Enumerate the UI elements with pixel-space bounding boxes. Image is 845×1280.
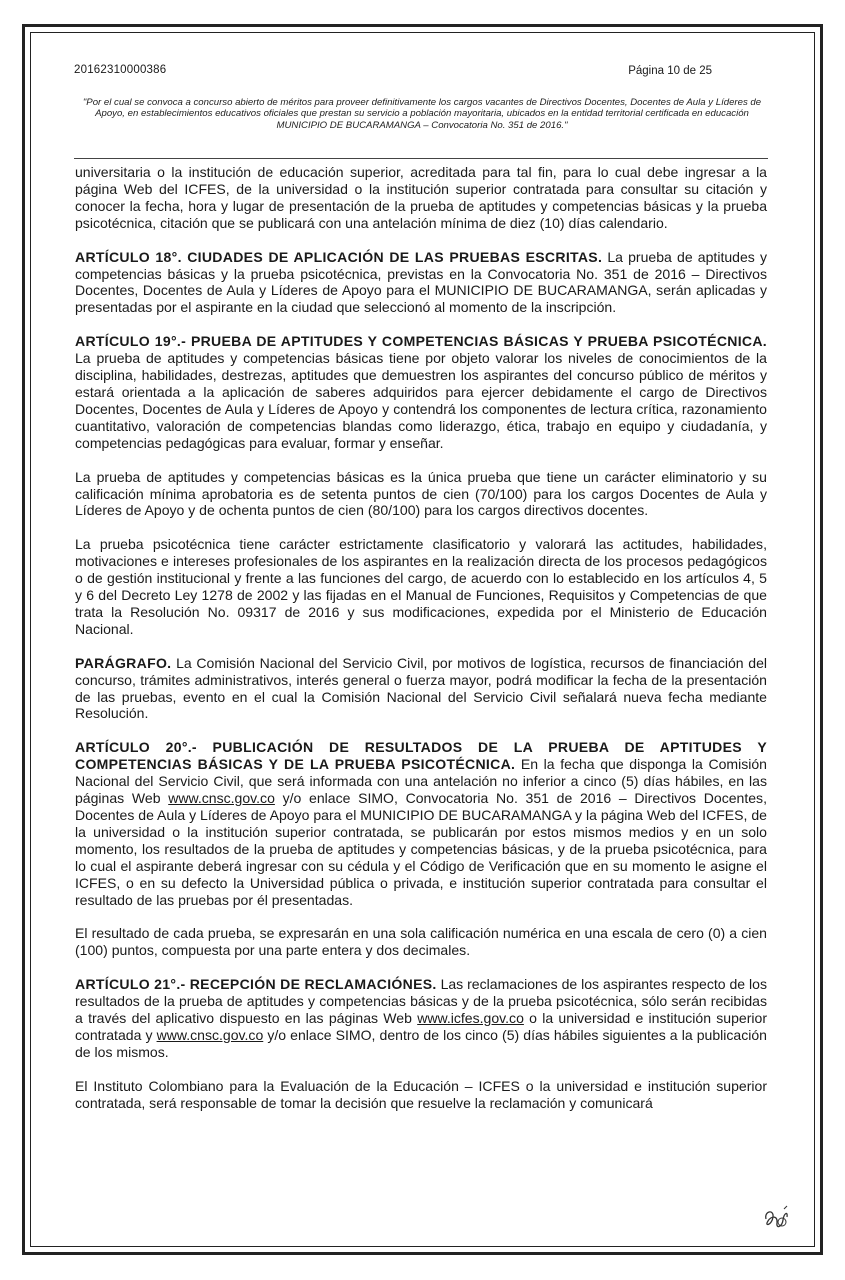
article-18	[75, 249, 767, 317]
article-text: Las reclamaciones de los aspirantes respecto de los resultados de la prueba de aptitudes y competencias básicas y de la prueba psicotécnica, sólo serán recibidas a través del aplicativo dispuesto en las páginas Web	[75, 976, 767, 1027]
article-20	[75, 739, 767, 908]
document-body	[75, 164, 767, 1129]
cnsc-link[interactable]: www.cnsc.gov.co	[168, 790, 275, 807]
article-text-end: y/o enlace SIMO, dentro de los cinco (5) días hábiles siguientes a la publicación de los mismos.	[75, 1026, 767, 1060]
article-heading: ARTÍCULO 18°. CIUDADES DE APLICACIÓN DE LAS PRUEBAS ESCRITAS.	[75, 248, 603, 265]
paragraph-resultado	[75, 925, 767, 959]
cnsc-link[interactable]: www.cnsc.gov.co	[156, 1026, 264, 1043]
paragrafo-heading: PARÁGRAFO.	[75, 654, 172, 671]
article-text: La prueba de aptitudes y competencias básicas y la prueba psicotécnica, previstas en la Convocatoria No. 351 de 2016 – Directivos Docentes, Docentes de Aula y Líderes de Apoyo para el MUNICIPIO DE BUCARAMANGA, serán aplicadas y presentadas por el aspirante en la ciudad que seleccionó al momento de la inscripción.	[75, 248, 767, 316]
paragraph-text: El resultado de cada prueba, se expresarán en una sola calificación numérica en una escala de cero (0) a cien (100) puntos, compuesta por una parte entera y dos decimales.	[75, 925, 767, 959]
paragraph-text: El Instituto Colombiano para la Evaluación de la Educación – ICFES o la universidad e institución superior contratada, será responsable de tomar la decisión que resuelve la reclamación y comunicará	[75, 1077, 767, 1111]
article-21	[75, 976, 767, 1061]
paragrafo-text: La Comisión Nacional del Servicio Civil, por motivos de logística, recursos de financiación del concurso, trámites administrativos, interés general o fuerza mayor, podrá modificar la fecha de la presentación de las pruebas, evento en el cual la Comisión Nacional del Servicio Civil señalará nueva fecha mediante Resolución.	[75, 654, 768, 722]
initials-signature-icon	[760, 1203, 792, 1233]
article-text: En la fecha que disponga la Comisión Nacional del Servicio Civil, que será informada con una antelación no inferior a cinco (5) días hábiles, en las páginas Web	[75, 756, 767, 807]
icfes-link[interactable]: www.icfes.gov.co	[417, 1010, 524, 1027]
paragraph-text: universitaria o la institución de educación superior, acreditada para tal fin, para lo cual debe ingresar a la página Web del ICFES, de la universidad o la institución superior contratada para consultar su citación y conocer la fecha, hora y lugar de presentación de la prueba de aptitudes y competencias básicas y la prueba psicotécnica, citación que se publicará con una antelación mínima de diez (10) días calendario.	[75, 164, 767, 231]
paragraph-text: La prueba de aptitudes y competencias básicas es la única prueba que tiene un carácter eliminatorio y su calificación mínima aprobatoria es de setenta puntos de cien (70/100) para los cargos Docentes de Aula y Líderes de Apoyo y de ochenta puntos de cien (80/100) para los cargos directivos docentes.	[75, 468, 767, 519]
article-heading: ARTÍCULO 20°.- PUBLICACIÓN DE RESULTADOS DE LA PRUEBA DE APTITUDES Y COMPETENCIAS BÁSICAS Y DE LA PRUEBA PSICOTÉCNICA.	[75, 739, 767, 773]
paragrafo	[75, 655, 767, 723]
article-text-cont: y/o enlace SIMO, Convocatoria No. 351 de 2016 – Directivos Docentes, Docentes de Aula y Líderes de Apoyo para el MUNICIPIO DE BUCARAMANGA y la página Web del ICFES, de la universidad o la institución superior contratada, se publicarán por estos mismos medios y en un solo momento, los resultados de la prueba de aptitudes y competencias básicas, y de la prueba psicotécnica, para lo cual el aspirante deberá ingresar con su cédula y el Código de Verificación que en su momento le asigne el ICFES, o en su defecto la Universidad pública o privada, e institución superior contratada para consultar el resultado de las pruebas por él presentadas.	[75, 790, 767, 908]
header-divider	[74, 158, 768, 159]
resolution-title: "Por el cual se convoca a concurso abierto de méritos para proveer definitivamente los cargos vacantes de Directivos Docentes, Docentes de Aula y Líderes de Apoyo, en establecimientos educativos oficiales que prestan su servicio a población mayoritaria, ubicados en la entidad territorial certificada en educación MUNICIPIO DE BUCARAMANGA – Convocatoria No. 351 de 2016."	[82, 97, 762, 131]
page-number: Página 10 de 25	[628, 65, 712, 77]
paragraph-icfes	[75, 1078, 767, 1112]
paragraph-citation	[75, 164, 767, 232]
article-text: La prueba de aptitudes y competencias básicas tiene por objeto valorar los niveles de conocimientos de la disciplina, habilidades, destrezas, aptitudes que demuestren los aspirantes del concurso público de méritos y estará orientada a la aplicación de saberes adquiridos para ejercer debidamente el cargo de Directivos Docentes, Docentes de Aula y Líderes de Apoyo y contendrá los componentes de lectura crítica, razonamiento cuantitativo, valoración de competencias blandas como liderazgo, ética, trabajo en equipo y ciudadanía, y competencias pedagógicas para evaluar, formar y enseñar.	[75, 350, 767, 451]
article-heading: ARTÍCULO 19°.- PRUEBA DE APTITUDES Y COMPETENCIAS BÁSICAS Y PRUEBA PSICOTÉCNICA.	[75, 333, 767, 350]
paragraph-text: La prueba psicotécnica tiene carácter estrictamente clasificatorio y valorará las actitudes, habilidades, motivaciones e intereses profesionales de los aspirantes en la realización directa de los procesos pedagógicos o de gestión institucional y frente a las funciones del cargo, de acuerdo con lo establecido en los artículos 4, 5 y 6 del Decreto Ley 1278 de 2002 y las fijadas en el Manual de Funciones, Requisitos y Competencias de que trata la Resolución No. 09317 de 2016 y sus modificaciones, expedida por el Ministerio de Educación Nacional.	[75, 536, 767, 637]
article-heading: ARTÍCULO 21°.- RECEPCIÓN DE RECLAMACIÓNES.	[75, 976, 437, 993]
article-text-cont: o la universidad e institución superior contratada y	[75, 1010, 768, 1043]
paragraph-eliminatorio	[75, 469, 767, 520]
article-19	[75, 333, 767, 451]
paragraph-psicotecnica	[75, 536, 767, 637]
document-number: 20162310000386	[74, 64, 167, 76]
